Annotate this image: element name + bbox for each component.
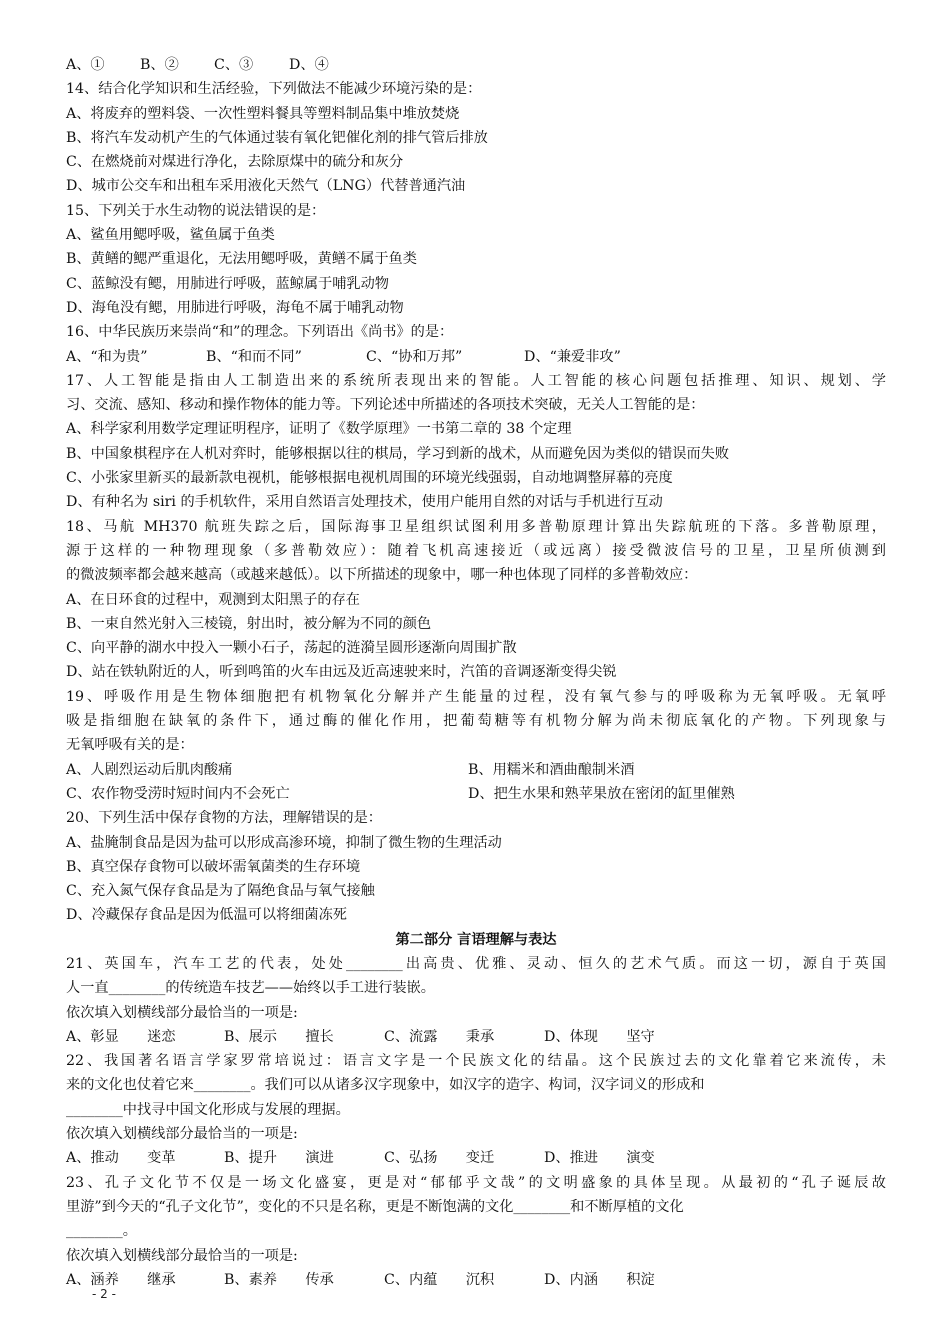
option-16d: D、“兼爱非攻” bbox=[524, 348, 621, 365]
question-23-line1: 23、孔子文化节不仅是一场文化盛宴，更是对“郁郁乎文哉”的文明盛象的具体呈现。从最初的“孔子诞辰故 bbox=[66, 1174, 886, 1191]
option-23d: D、内涵 积淀 bbox=[544, 1271, 655, 1288]
question-21-prompt: 依次填入划横线部分最恰当的一项是: bbox=[66, 1004, 298, 1021]
option-15c: C、蓝鲸没有鳃，用肺进行呼吸，蓝鲸属于哺乳动物 bbox=[66, 275, 389, 292]
question-14: 14、结合化学知识和生活经验，下列做法不能减少环境污染的是： bbox=[66, 81, 482, 98]
document-page bbox=[66, 53, 886, 1292]
option-18c: C、向平静的湖水中投入一颗小石子，荡起的涟漪呈圆形逐渐向周围扩散 bbox=[66, 640, 517, 657]
question-22-prompt: 依次填入划横线部分最恰当的一项是: bbox=[66, 1126, 298, 1143]
option-14c: C、在燃烧前对煤进行净化，去除原煤中的硫分和灰分 bbox=[66, 154, 404, 171]
question-19-line2: 吸是指细胞在缺氧的条件下，通过酶的催化作用，把葡萄糖等有机物分解为尚未彻底氧化的产物。下列现象与 bbox=[66, 713, 886, 730]
option-22b: B、提升 演进 bbox=[224, 1150, 334, 1167]
question-17-line2: 习、交流、感知、移动和操作物体的能力等。下列论述中所描述的各项技术突破，无关人工智能的是： bbox=[66, 397, 705, 414]
option-21a: A、彰显 迷恋 bbox=[66, 1028, 176, 1045]
option-17b: B、中国象棋程序在人机对弈时，能够根据以往的棋局，学习到新的战术，从而避免因为类似的错误而失败 bbox=[66, 445, 730, 462]
option-17a: A、科学家利用数学定理证明程序，证明了《数学原理》一书第二章的 38 个定理 bbox=[66, 421, 572, 438]
q19-options-ab bbox=[66, 758, 886, 782]
option-18a: A、在日环食的过程中，观测到太阳黑子的存在 bbox=[66, 591, 360, 608]
option-20b: B、真空保存食物可以破坏需氧菌类的生存环境 bbox=[66, 858, 361, 875]
page-number: - 2 - bbox=[92, 1287, 116, 1301]
question-23-line3: ________。 bbox=[66, 1223, 137, 1240]
option-b: B、② bbox=[140, 57, 179, 73]
question-22-line1: 22、我国著名语言学家罗常培说过：语言文字是一个民族文化的结晶。这个民族过去的文化靠着它来流传，未 bbox=[66, 1053, 886, 1070]
option-15b: B、黄鳝的鳃严重退化，无法用鳃呼吸，黄鳝不属于鱼类 bbox=[66, 251, 417, 268]
option-22a: A、推动 变革 bbox=[66, 1150, 176, 1167]
q21-options bbox=[66, 1025, 886, 1049]
option-19c: C、农作物受涝时短时间内不会死亡 bbox=[66, 785, 290, 802]
question-22-line3: ________中找寻中国文化形成与发展的理据。 bbox=[66, 1101, 350, 1118]
q16-options bbox=[66, 345, 886, 369]
q13-options bbox=[66, 53, 886, 77]
option-19d: D、把生水果和熟苹果放在密闭的缸里催熟 bbox=[468, 785, 735, 802]
option-23a: A、涵养 继承 bbox=[66, 1271, 176, 1288]
question-20: 20、下列生活中保存食物的方法，理解错误的是： bbox=[66, 810, 382, 827]
option-c: C、③ bbox=[214, 57, 254, 73]
option-15d: D、海龟没有鳃，用肺进行呼吸，海龟不属于哺乳动物 bbox=[66, 299, 404, 316]
option-22c: C、弘扬 变迁 bbox=[384, 1150, 495, 1167]
q19-options-cd bbox=[66, 782, 886, 806]
question-18-line2: 源于这样的一种物理现象（多普勒效应）：随着飞机高速接近（或远离）接受微波信号的卫星，卫星所侦测到 bbox=[66, 542, 886, 559]
section-heading: 第二部分 言语理解与表达 bbox=[395, 931, 557, 948]
option-17c: C、小张家里新买的最新款电视机，能够根据电视机周围的环境光线强弱，自动地调整屏幕的亮度 bbox=[66, 470, 673, 487]
option-d: D、④ bbox=[289, 57, 329, 73]
option-15a: A、鲨鱼用鳃呼吸，鲨鱼属于鱼类 bbox=[66, 227, 275, 244]
option-16c: C、“协和万邦” bbox=[366, 348, 463, 365]
question-19-line1: 19、呼吸作用是生物体细胞把有机物氧化分解并产生能量的过程，没有氧气参与的呼吸称为无氧呼吸。无氧呼 bbox=[66, 688, 886, 705]
question-18-line3: 的微波频率都会越来越高（或越来越低）。以下所描述的现象中，哪一种也体现了同样的多普勒效应： bbox=[66, 567, 698, 584]
option-a: A、① bbox=[66, 57, 105, 73]
option-18b: B、一束自然光射入三棱镜，射出时，被分解为不同的颜色 bbox=[66, 615, 432, 632]
option-20d: D、冷藏保存食品是因为低温可以将细菌冻死 bbox=[66, 907, 347, 924]
option-18d: D、站在铁轨附近的人，听到鸣笛的火车由远及近高速驶来时，汽笛的音调逐渐变得尖锐 bbox=[66, 664, 617, 681]
option-23c: C、内蕴 沉积 bbox=[384, 1271, 495, 1288]
question-22-line2: 来的文化也仗着它来________。我们可以从诸多汉字现象中，如汉字的造字、构词，汉字词义的形成和 bbox=[66, 1077, 705, 1094]
q23-options bbox=[66, 1268, 886, 1292]
option-14d: D、城市公交车和出租车采用液化天然气（LNG）代替普通汽油 bbox=[66, 178, 466, 195]
question-15: 15、下列关于水生动物的说法错误的是： bbox=[66, 202, 326, 219]
question-21-line1: 21、英国车，汽车工艺的代表，处处________出高贵、优雅、灵动、恒久的艺术气质。而这一切，源自于英国 bbox=[66, 955, 886, 972]
option-20c: C、充入氮气保存食品是为了隔绝食品与氧气接触 bbox=[66, 883, 375, 900]
question-23-line2: 里游”到今天的“孔子文化节”，变化的不只是名称，更是不断饱满的文化________和不断厚植的文化 bbox=[66, 1198, 684, 1215]
option-21b: B、展示 擅长 bbox=[224, 1028, 334, 1045]
question-21-line2: 人一直________的传统造车技艺——始终以手工进行装嵌。 bbox=[66, 980, 435, 997]
option-16b: B、“和而不同” bbox=[206, 348, 302, 365]
question-18-line1: 18、马航 MH370 航班失踪之后，国际海事卫星组织试图利用多普勒原理计算出失踪航班的下落。多普勒原理， bbox=[66, 518, 886, 535]
option-21c: C、流露 秉承 bbox=[384, 1028, 495, 1045]
option-14a: A、将废弃的塑料袋、一次性塑料餐具等塑料制品集中堆放焚烧 bbox=[66, 105, 460, 122]
question-17-line1: 17、人工智能是指由人工制造出来的系统所表现出来的智能。人工智能的核心问题包括推理、知识、规划、学 bbox=[66, 372, 886, 389]
option-22d: D、推进 演变 bbox=[544, 1150, 655, 1167]
option-16a: A、“和为贵” bbox=[66, 348, 148, 365]
option-14b: B、将汽车发动机产生的气体通过装有氧化钯催化剂的排气管后排放 bbox=[66, 129, 488, 146]
option-19a: A、人剧烈运动后肌肉酸痛 bbox=[66, 761, 233, 778]
question-23-prompt: 依次填入划横线部分最恰当的一项是: bbox=[66, 1247, 298, 1264]
q22-options bbox=[66, 1146, 886, 1170]
option-19b: B、用糯米和酒曲酿制米酒 bbox=[468, 761, 635, 778]
option-17d: D、有种名为 siri 的手机软件，采用自然语言处理技术，使用户能用自然的对话与手机进行互动 bbox=[66, 494, 663, 511]
question-16: 16、中华民族历来崇尚“和”的理念。下列语出《尚书》的是： bbox=[66, 324, 454, 341]
option-21d: D、体现 坚守 bbox=[544, 1028, 655, 1045]
option-23b: B、素养 传承 bbox=[224, 1271, 334, 1288]
option-20a: A、盐腌制食品是因为盐可以形成高渗环境，抑制了微生物的生理活动 bbox=[66, 834, 502, 851]
question-19-line3: 无氧呼吸有关的是： bbox=[66, 737, 194, 754]
